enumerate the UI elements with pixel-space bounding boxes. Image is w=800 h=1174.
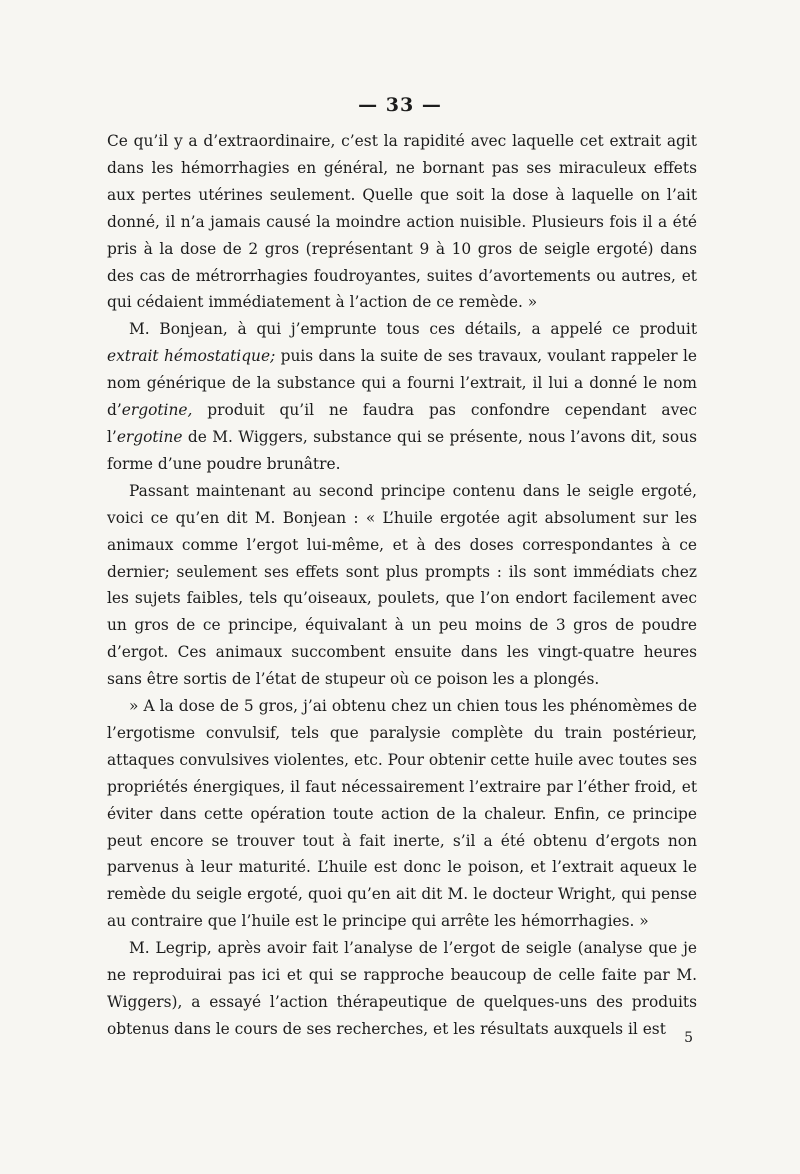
text-segment: M. Bonjean, à qui j’emprunte tous ces détails, a appelé ce produit [129,320,697,339]
text-segment: Ce qu’il y a d’extraordinaire, c’est la rapidité avec laquelle cet extrait agit dans les hémorrhagies en général, ne bornant pas ses miraculeux effets aux pertes utérines seulement. Quelle que soit la dose à laquelle on l’ait donné, il n’a jamais causé la moindre action nuisible. Plusieurs fois il a été pris à la dose de 2 gros (représentant 9 à 10 gros de seigle ergoté) dans des cas de métrorrhagies foudroyantes, suites d’avortements ou autres, et qui cédaient immédiatement à l’action de ce remède. » [107,132,697,312]
text-segment: puis dans la suite de ses travaux, voulant rappeler le nom générique de la substance qui a fourni l’extrait, il lui a donné le nom d’ [107,347,697,420]
text-segment: Passant maintenant au second principe contenu dans le seigle ergoté, voici ce qu’en dit M. Bonjean : « L’huile ergotée agit absolument sur les animaux comme l’ergot lui-même, et à des doses correspondantes à ce dernier; seulement ses effets sont plus prompts : ils sont immédiats chez les sujets faibles, tels qu’oiseaux, poulets, que l’on endort facilement avec un gros de ce principe, équivalant à un peu moins de 3 gros de poudre d’ergot. Ces animaux succombent ensuite dans les vingt-quatre heures sans être sortis de l’état de stupeur où ce poison les a plongés. [107,481,697,689]
paragraph-5 [107,935,697,1043]
italic-term: ergotine, [121,401,193,420]
text-segment: produit qu’il ne faudra pas confondre cependant avec l’ [107,401,697,446]
page-number: — 33 — [358,94,442,116]
paragraph-3 [107,478,697,693]
paragraph-4 [107,693,697,935]
paragraph-2 [107,316,697,477]
body-text [107,128,697,1043]
paragraph-1 [107,128,697,316]
italic-term: ergotine [116,427,183,446]
text-segment: de M. Wiggers, substance qui se présente, nous l’avons dit, sous forme d’une poudre brunâtre. [107,427,697,473]
text-segment: M. Legrip, après avoir fait l’analyse de l’ergot de seigle (analyse que je ne reproduirai pas ici et qui se rapproche beaucoup de celle faite par M. Wiggers), a essayé l’action thérapeutique de quelques-uns des produits obtenus dans le cours de ses recherches, et les résultats auxquels il est [107,939,697,1038]
signature-mark: 5 [684,1030,693,1046]
italic-term: extrait hémostatique; [107,347,276,366]
text-segment: » A la dose de 5 gros, j’ai obtenu chez un chien tous les phénomèmes de l’ergotisme convulsif, tels que paralysie complète du train postérieur, attaques convulsives violentes, etc. Pour obtenir cette huile avec toutes ses propriétés énergiques, il faut nécessairement l’extraire par l’éther froid, et éviter dans cette opération toute action de la chaleur. Enfin, ce principe peut encore se trouver tout à fait inerte, s’il a été obtenu d’ergots non parvenus à leur maturité. L’huile est donc le poison, et l’extrait aqueux le remède du seigle ergoté, quoi qu’en ait dit M. le docteur Wright, qui pense au contraire que l’huile est le principe qui arrête les hémorrhagies. » [107,697,697,931]
